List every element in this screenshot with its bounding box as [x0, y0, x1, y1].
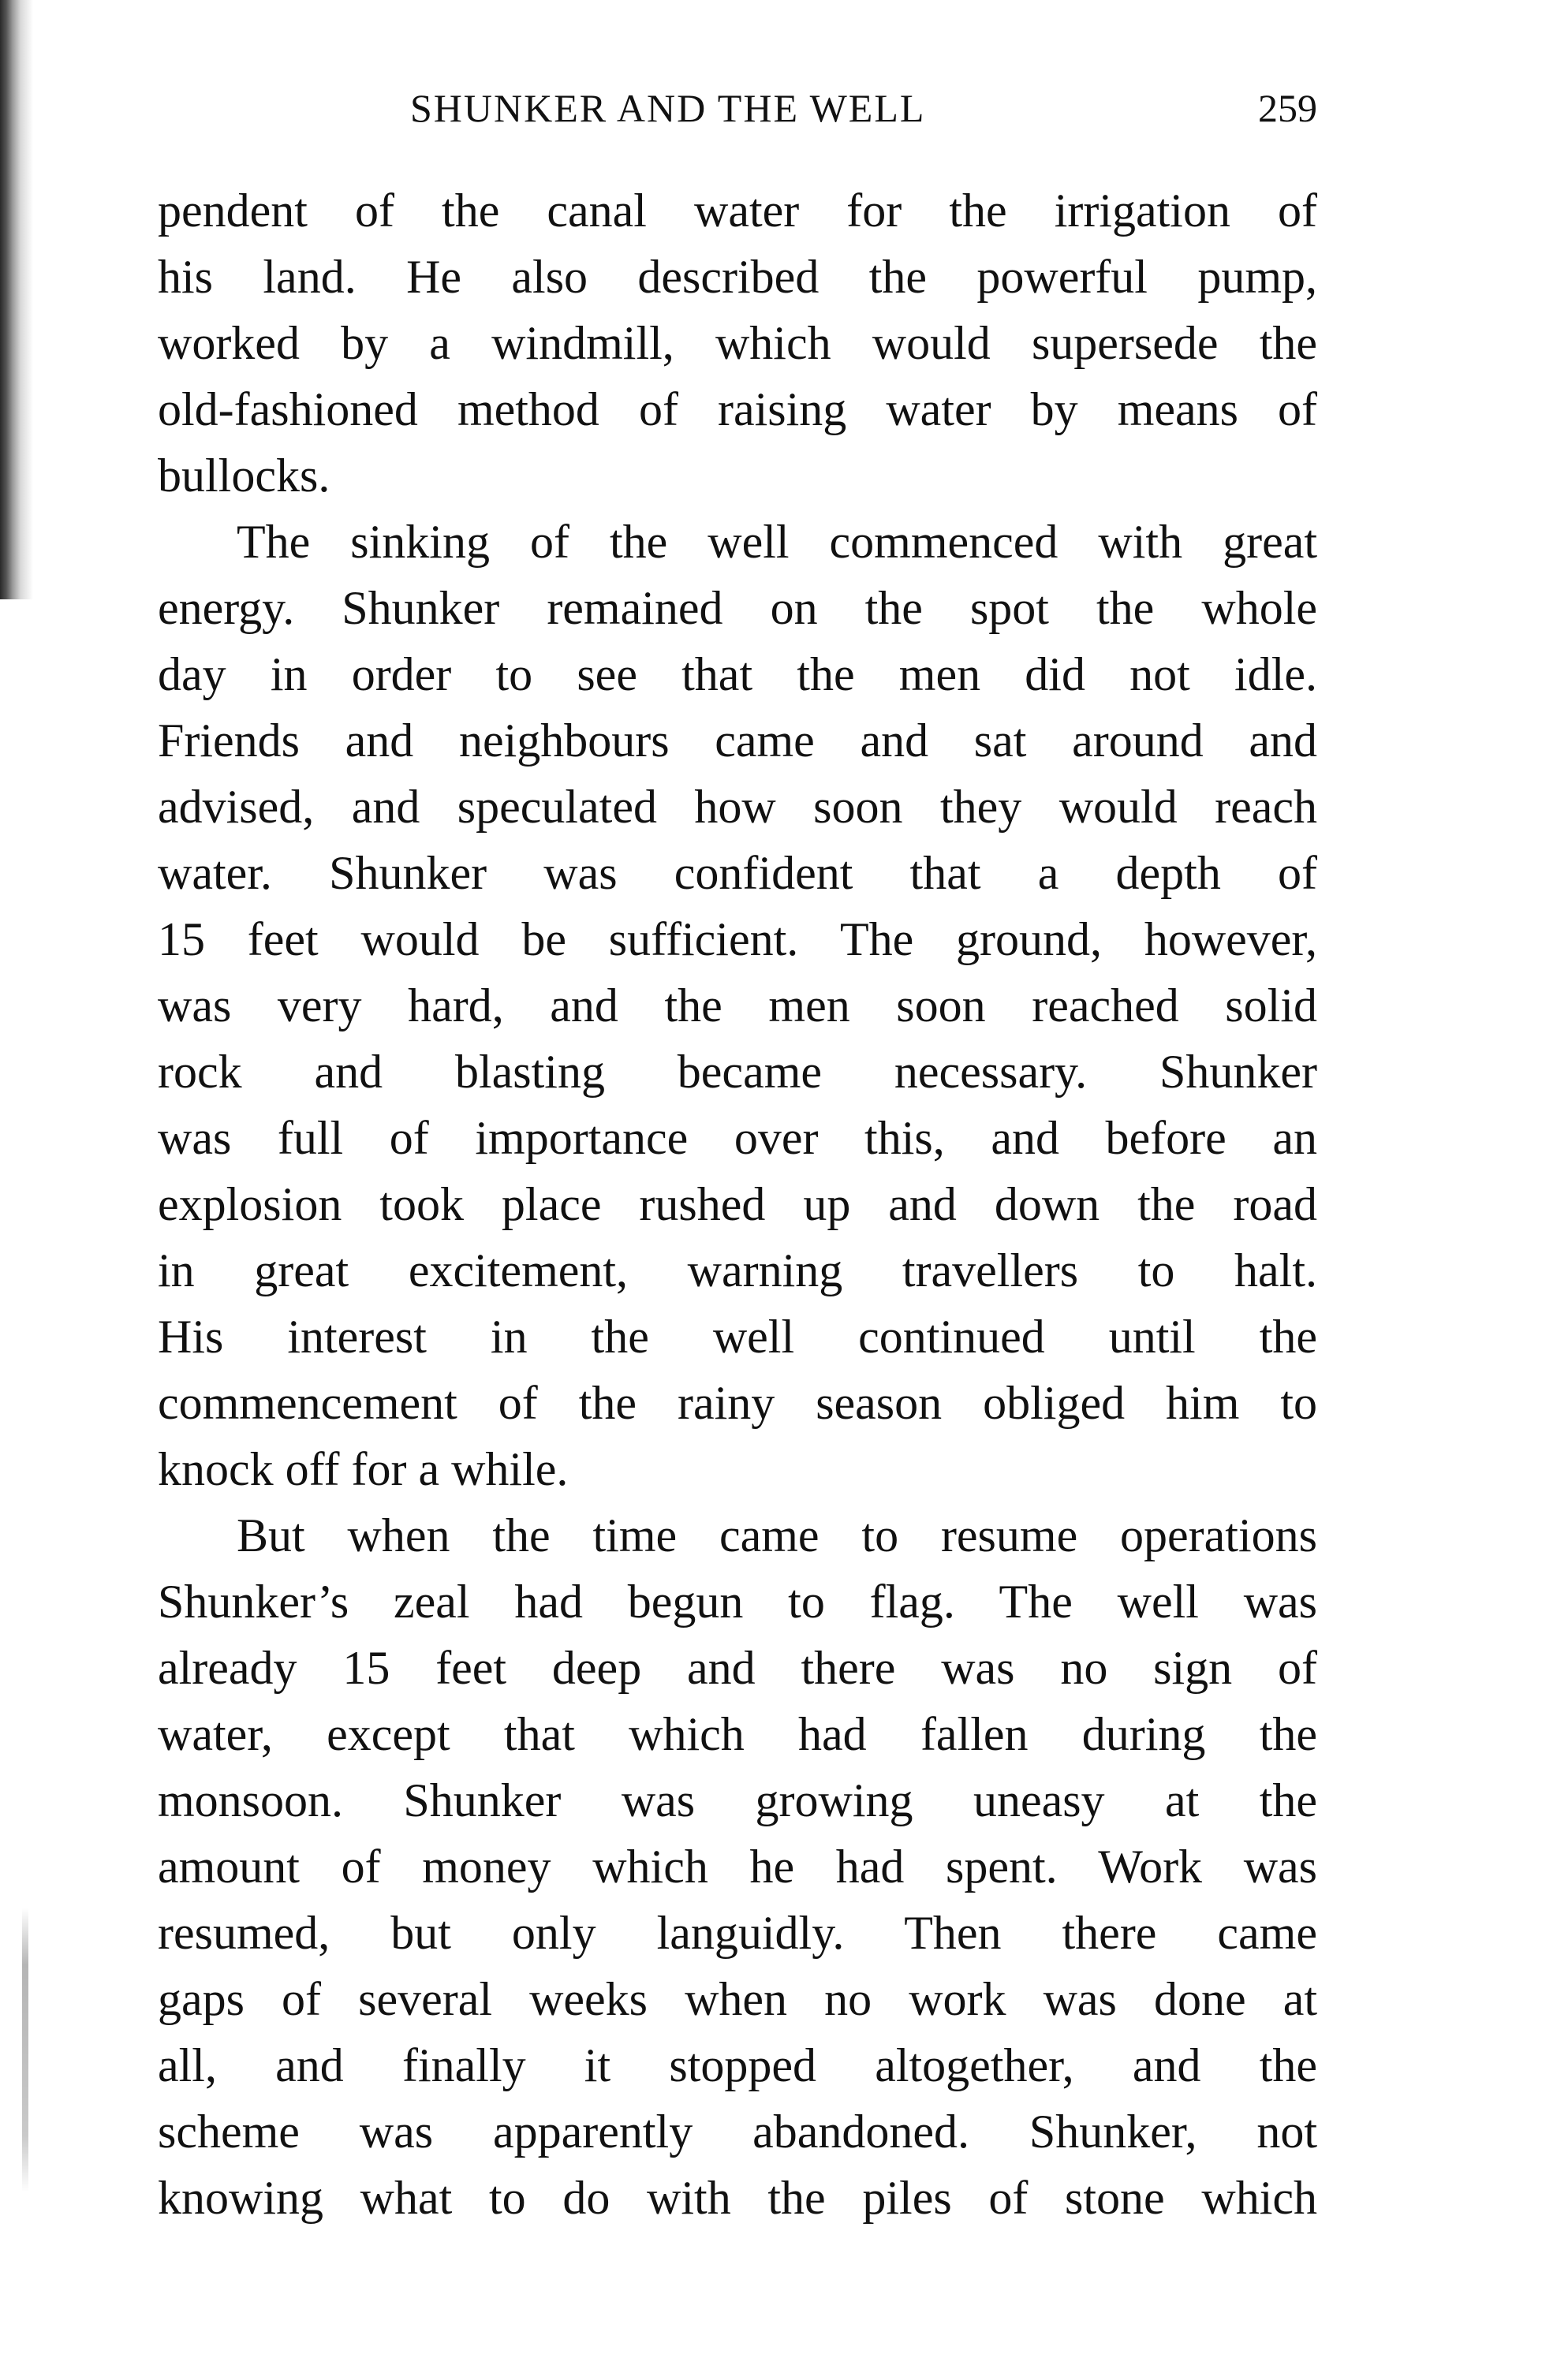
text-line: energy. Shunker remained on the spot the whole [158, 582, 1317, 634]
text-line: knowing what to do with the piles of stone which [158, 2172, 1317, 2224]
text-line: already 15 feet deep and there was no sign of [158, 1642, 1317, 1694]
text-line: His interest in the well continued until the [158, 1311, 1317, 1363]
text-line: resumed, but only languidly. Then there came [158, 1907, 1317, 1959]
page-number: 259 [1258, 86, 1317, 130]
text-line: The sinking of the well commenced with great [237, 516, 1317, 568]
text-line: bullocks. [158, 450, 330, 502]
text-line: day in order to see that the men did not idle. [158, 648, 1317, 700]
text-line: in great excitement, warning travellers to halt. [158, 1244, 1317, 1296]
text-line: Friends and neighbours came and sat around and [158, 714, 1317, 767]
text-line: Shunker’s zeal had begun to flag. The well was [158, 1576, 1317, 1628]
text-line: gaps of several weeks when no work was done at [158, 1973, 1317, 2025]
text-line: rock and blasting became necessary. Shunker [158, 1046, 1317, 1098]
text-line: his land. He also described the powerful pump, [158, 251, 1317, 303]
text-line: pendent of the canal water for the irrigation of [158, 185, 1317, 237]
text-line: was very hard, and the men soon reached solid [158, 979, 1317, 1031]
page-edge-mark [22, 1908, 28, 2192]
body-text [158, 177, 1317, 2231]
text-line: But when the time came to resume operations [237, 1509, 1317, 1561]
text-line: scheme was apparently abandoned. Shunker, not [158, 2106, 1317, 2158]
text-line: knock off for a while. [158, 1443, 569, 1495]
text-line: all, and finally it stopped altogether, and the [158, 2039, 1317, 2091]
text-line: explosion took place rushed up and down the road [158, 1178, 1317, 1230]
text-line: old-fashioned method of raising water by means of [158, 383, 1317, 435]
text-line: commencement of the rainy season obliged him to [158, 1377, 1317, 1429]
text-line: was full of importance over this, and before an [158, 1112, 1317, 1164]
text-line: water. Shunker was confident that a depth of [158, 847, 1317, 899]
text-line: amount of money which he had spent. Work was [158, 1841, 1317, 1893]
text-line: monsoon. Shunker was growing uneasy at the [158, 1774, 1317, 1826]
text-line: water, except that which had fallen during the [158, 1708, 1317, 1760]
text-line: worked by a windmill, which would supersede the [158, 317, 1317, 369]
running-head: SHUNKER AND THE WELL [410, 86, 926, 130]
text-line: 15 feet would be sufficient. The ground, however, [158, 913, 1317, 965]
page-header [158, 85, 1317, 148]
text-line: advised, and speculated how soon they would reach [158, 781, 1317, 833]
page-binding-shadow [0, 0, 33, 599]
